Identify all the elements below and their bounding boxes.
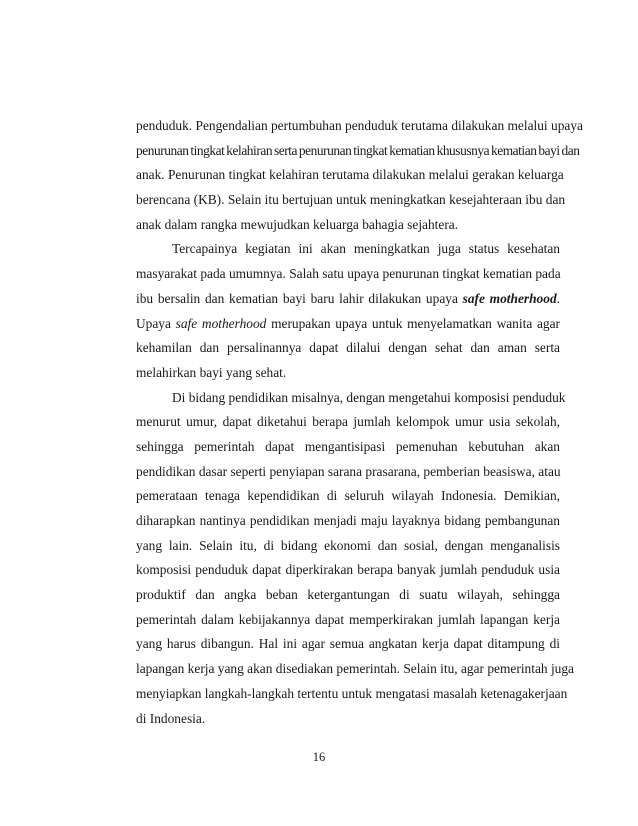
text-line <box>136 634 560 659</box>
text-line <box>136 239 560 264</box>
text-segment: kehamilan dan persalinannya dapat dilalui dengan sehat dan aman serta <box>136 340 560 356</box>
text-segment: pemerintah dalam kebijakannya dapat memperkirakan jumlah lapangan kerja <box>136 611 560 627</box>
text-line <box>136 437 560 462</box>
text-segment: penduduk. Pengendalian pertumbuhan penduduk terutama dilakukan melalui upaya <box>136 118 583 133</box>
text-segment: lapangan kerja yang akan disediakan pemerintah. Selain itu, agar pemerintah juga <box>136 661 575 677</box>
text-segment: produktif dan angka beban ketergantungan di suatu wilayah, sehingga <box>136 587 560 603</box>
text-line <box>136 338 560 363</box>
text-line <box>136 116 583 141</box>
text-line <box>136 412 560 437</box>
text-line <box>136 684 568 709</box>
emphasis-text: safe motherhood <box>462 290 557 306</box>
text-line <box>136 165 564 190</box>
text-line <box>136 462 560 487</box>
text-line <box>136 363 560 388</box>
text-segment: penurunan tingkat kelahiran serta penurunan tingkat kematian khususnya kematian bayi dan <box>136 142 580 158</box>
text-line <box>136 560 560 585</box>
emphasis-text: safe motherhood <box>175 315 267 331</box>
text-segment: komposisi penduduk dapat diperkirakan berapa banyak jumlah penduduk usia <box>136 562 560 578</box>
text-line <box>136 486 560 511</box>
text-segment: anak dalam rangka mewujudkan keluarga bahagia sejahtera. <box>136 216 459 232</box>
text-segment: diharapkan nantinya pendidikan menjadi maju layaknya bidang pembangunan <box>136 513 560 528</box>
text-line <box>136 215 560 240</box>
text-line <box>136 659 575 684</box>
text-line <box>136 314 560 339</box>
text-line <box>136 190 566 215</box>
text-segment: pendidikan dasar seperti penyiapan sarana prasarana, pemberian beasiswa, atau <box>136 463 561 479</box>
text-segment: menurut umur, dapat diketahui berapa jumlah kelompok umur usia sekolah, <box>136 414 560 430</box>
text-line <box>136 289 560 314</box>
text-line <box>136 264 560 289</box>
text-line <box>136 709 560 734</box>
text-segment: yang lain. Selain itu, di bidang ekonomi dan sosial, dengan menganalisis <box>136 537 560 553</box>
text-segment: melahirkan bayi yang sehat. <box>136 364 287 380</box>
text-segment: merupakan upaya untuk menyelamatkan wanita agar <box>266 315 560 331</box>
text-segment: pemerataan tenaga kependidikan di seluruh wilayah Indonesia. Demikian, <box>136 488 560 504</box>
text-segment: di Indonesia. <box>136 710 206 726</box>
page-number: 16 <box>312 750 326 764</box>
text-segment: . <box>556 290 561 306</box>
text-segment: sehingga pemerintah dapat mengantisipasi pemenuhan kebutuhan akan <box>136 438 560 454</box>
text-segment: menyiapkan langkah-langkah tertentu untuk mengatasi masalah ketenagakerjaan <box>136 685 568 701</box>
text-segment: Upaya <box>136 315 176 331</box>
body-text <box>136 116 583 733</box>
text-line <box>136 585 560 610</box>
text-segment: ibu bersalin dan kematian bayi baru lahir dilakukan upaya <box>136 290 463 306</box>
text-segment: yang harus dibangun. Hal ini agar semua angkatan kerja dapat ditampung di <box>136 636 560 652</box>
text-segment: masyarakat pada umumnya. Salah satu upaya penurunan tingkat kematian pada <box>136 266 561 282</box>
text-line <box>136 536 560 561</box>
text-line <box>136 511 560 536</box>
text-line <box>136 388 566 413</box>
text-segment: Di bidang pendidikan misalnya, dengan mengetahui komposisi penduduk <box>172 389 566 405</box>
text-line <box>136 141 580 166</box>
text-segment: berencana (KB). Selain itu bertujuan untuk meningkatkan kesejahteraan ibu dan <box>136 192 566 208</box>
text-segment: anak. Penurunan tingkat kelahiran terutama dilakukan melalui gerakan keluarga <box>136 167 564 183</box>
text-segment: Tercapainya kegiatan ini akan meningkatkan juga status kesehatan <box>172 241 560 257</box>
text-line <box>136 610 560 635</box>
